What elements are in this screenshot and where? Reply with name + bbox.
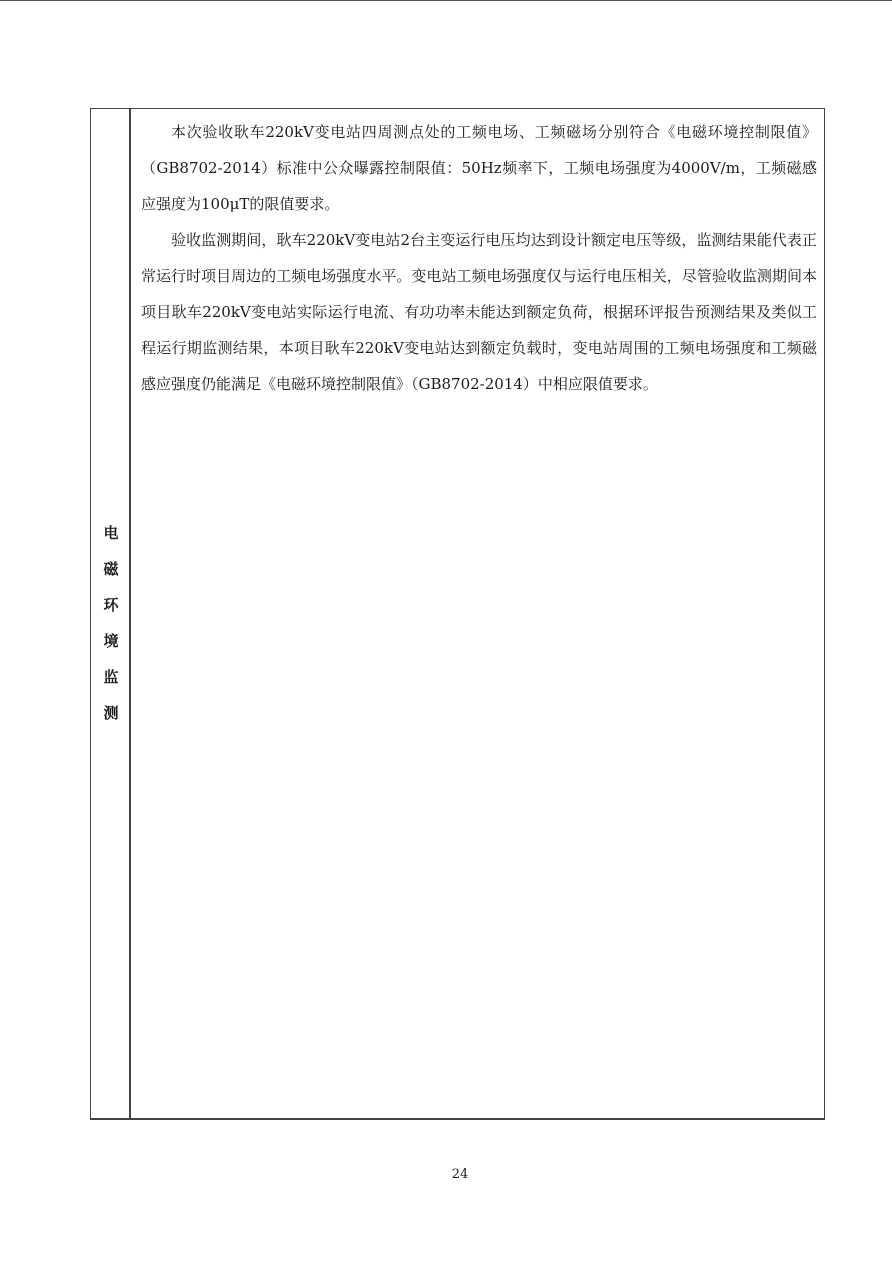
page-number: 24 <box>451 1167 469 1182</box>
section-label-char: 环 <box>103 596 119 614</box>
section-label-cell <box>91 109 131 1118</box>
page-top-rule <box>0 0 892 1</box>
section-label-char: 电 <box>103 524 119 542</box>
paragraph-compliance: 本次验收耿车220kV变电站四周测点处的工频电场、工频磁场分别符合《电磁环境控制限值》（GB8702-2014）标准中公众曝露控制限值：50Hz频率下，工频电场强度为4000V/m，工频磁感应强度为100μT的限值要求。 <box>141 123 817 213</box>
section-label-char: 境 <box>103 632 119 650</box>
report-table <box>90 108 825 1120</box>
section-label-char: 监 <box>103 668 119 686</box>
paragraph-monitoring-period: 验收监测期间，耿车220kV变电站2台主变运行电压均达到设计额定电压等级，监测结果能代表正常运行时项目周边的工频电场强度水平。变电站工频电场强度仅与运行电压相关，尽管验收监测期间本项目耿车220kV变电站实际运行电流、有功功率未能达到额定负荷，根据环评报告预测结果及类似工程运行期监测结果，本项目耿车220kV变电站达到额定负载时，变电站周围的工频电场强度和工频磁感应强度仍能满足《电磁环境控制限值》（GB8702-2014）中相应限值要求。 <box>141 231 817 393</box>
section-label <box>91 515 131 731</box>
section-label-char: 测 <box>103 704 119 722</box>
section-label-char: 磁 <box>103 560 119 578</box>
content-cell <box>133 109 823 402</box>
